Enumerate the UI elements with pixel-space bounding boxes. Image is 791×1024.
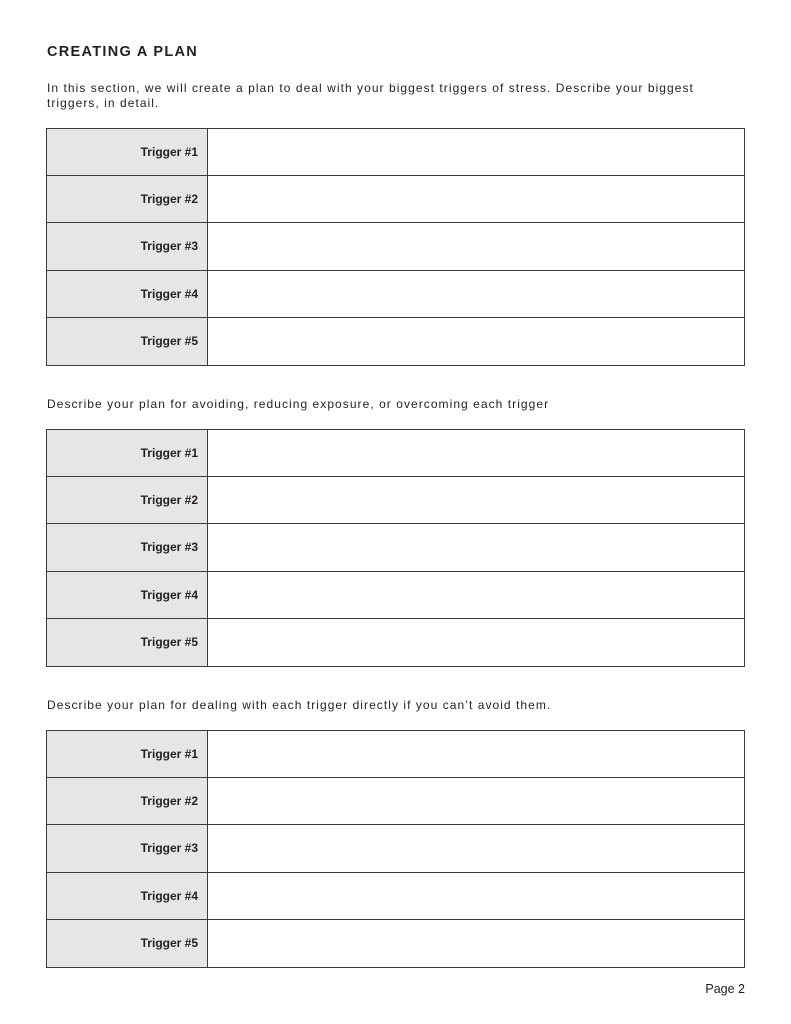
trigger-label: Trigger #1 (47, 430, 208, 476)
coping-plan-input[interactable] (208, 731, 744, 777)
trigger-label: Trigger #2 (47, 477, 208, 523)
trigger-label: Trigger #4 (47, 271, 208, 317)
table-row (47, 619, 744, 666)
trigger-label: Trigger #2 (47, 176, 208, 222)
table-row (47, 524, 744, 571)
table-row (47, 318, 744, 365)
trigger-label: Trigger #1 (47, 731, 208, 777)
trigger-label: Trigger #4 (47, 572, 208, 618)
trigger-label: Trigger #2 (47, 778, 208, 824)
intro-text: In this section, we will create a plan to deal with your biggest triggers of stress. Describe your biggest triggers, in detail. (47, 81, 694, 110)
table-row (47, 731, 744, 778)
trigger-input[interactable] (208, 223, 744, 269)
avoidance-plan-table (46, 429, 745, 667)
table-row (47, 477, 744, 524)
trigger-input[interactable] (208, 318, 744, 365)
avoidance-plan-input[interactable] (208, 477, 744, 523)
trigger-input[interactable] (208, 176, 744, 222)
trigger-input[interactable] (208, 271, 744, 317)
trigger-label: Trigger #5 (47, 318, 208, 365)
trigger-label: Trigger #1 (47, 129, 208, 175)
avoidance-plan-input[interactable] (208, 430, 744, 476)
trigger-label: Trigger #3 (47, 524, 208, 570)
coping-plan-table (46, 730, 745, 968)
table-row (47, 873, 744, 920)
table-row (47, 920, 744, 967)
avoidance-plan-input[interactable] (208, 524, 744, 570)
table-row (47, 825, 744, 872)
trigger-label: Trigger #5 (47, 920, 208, 967)
table-row (47, 176, 744, 223)
avoidance-instructions: Describe your plan for avoiding, reducing exposure, or overcoming each trigger (47, 397, 550, 411)
trigger-label: Trigger #5 (47, 619, 208, 666)
coping-plan-input[interactable] (208, 778, 744, 824)
triggers-table (46, 128, 745, 366)
table-row (47, 430, 744, 477)
page-number: Page 2 (705, 982, 745, 996)
trigger-input[interactable] (208, 129, 744, 175)
table-row (47, 223, 744, 270)
avoidance-plan-input[interactable] (208, 572, 744, 618)
coping-plan-input[interactable] (208, 920, 744, 967)
avoidance-plan-input[interactable] (208, 619, 744, 666)
table-row (47, 129, 744, 176)
coping-instructions: Describe your plan for dealing with each trigger directly if you can’t avoid them. (47, 698, 552, 712)
trigger-label: Trigger #4 (47, 873, 208, 919)
coping-plan-input[interactable] (208, 825, 744, 871)
table-row (47, 572, 744, 619)
trigger-label: Trigger #3 (47, 825, 208, 871)
table-row (47, 778, 744, 825)
trigger-label: Trigger #3 (47, 223, 208, 269)
page-title: CREATING A PLAN (47, 44, 199, 60)
coping-plan-input[interactable] (208, 873, 744, 919)
table-row (47, 271, 744, 318)
